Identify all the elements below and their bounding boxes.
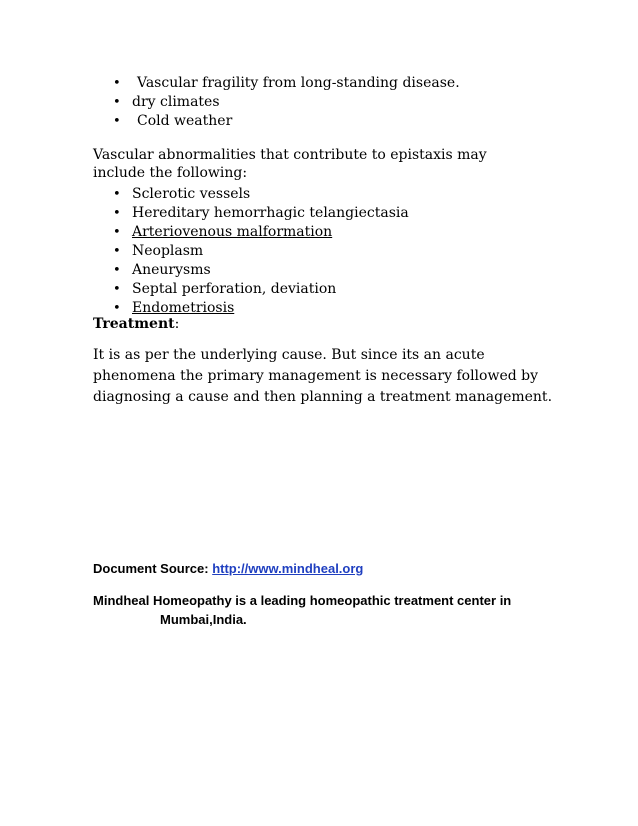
bullet-icon: • (113, 263, 121, 278)
bullet-icon: • (113, 187, 121, 202)
bullet-icon: • (113, 114, 121, 129)
treatment-heading-colon: : (174, 316, 180, 332)
source-label: Document Source: (93, 561, 213, 576)
treatment-heading-text: Treatment (93, 316, 175, 332)
bullet-icon: • (113, 244, 121, 259)
list-item-text: Aneurysms (132, 262, 211, 278)
list-item-text: Cold weather (137, 113, 233, 129)
treatment-heading (93, 315, 179, 334)
list-item-text: Neoplasm (132, 243, 204, 259)
treatment-paragraph: It is as per the underlying cause. But since its an acute phenomena the primary management is necessary followed by diagnosing a cause and then planning a treatment management. (93, 347, 553, 405)
list-item-text: Hereditary hemorrhagic telangiectasia (132, 205, 409, 221)
intro-paragraph: Vascular abnormalities that contribute to epistaxis may include the following: (93, 147, 487, 181)
source-link[interactable]: http://www.mindheal.org (212, 561, 364, 576)
footer-text-line2: Mumbai,India. (160, 612, 247, 627)
list-item-text: dry climates (132, 94, 220, 110)
bullet-icon: • (113, 301, 121, 316)
list-item-text: Endometriosis (132, 300, 235, 316)
bullet-icon: • (113, 206, 121, 221)
footer-text-line1: Mindheal Homeopathy is a leading homeopathic treatment center in (93, 593, 512, 608)
bullet-icon: • (113, 76, 121, 91)
list-item-text: Arteriovenous malformation (132, 224, 333, 240)
bullet-icon: • (113, 282, 121, 297)
list-item-text: Septal perforation, deviation (132, 281, 337, 297)
list-item-text: Vascular fragility from long-standing disease. (137, 75, 460, 91)
bullet-icon: • (113, 225, 121, 240)
document-source (93, 560, 363, 578)
bullet-icon: • (113, 95, 121, 110)
list-item-text: Sclerotic vessels (132, 186, 251, 202)
